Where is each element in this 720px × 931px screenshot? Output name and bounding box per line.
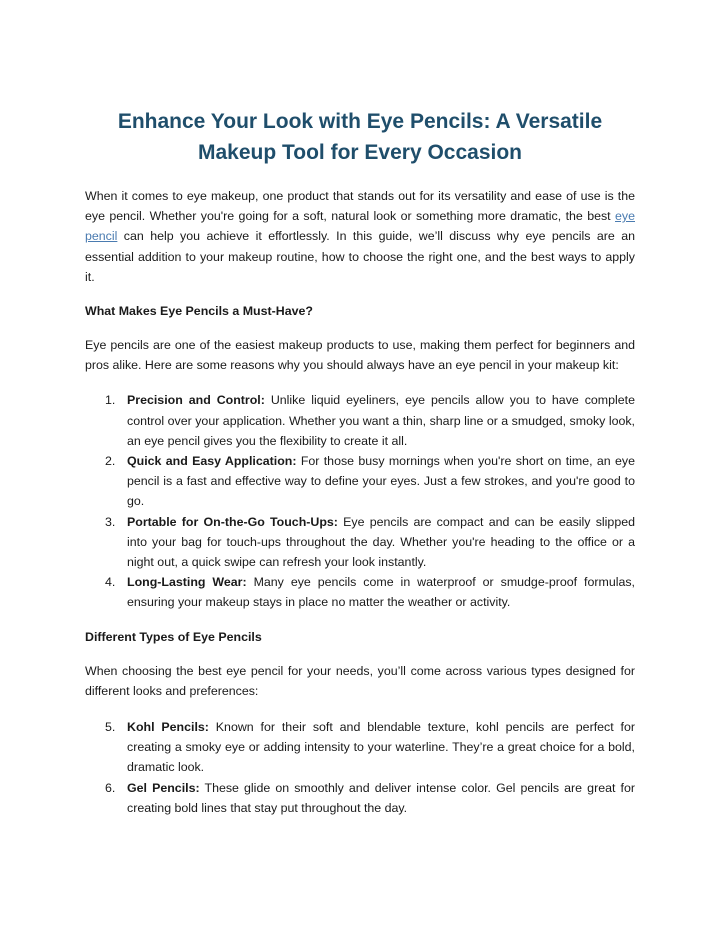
list-item-label: Precision and Control: bbox=[127, 393, 265, 408]
list-item-text: These glide on smoothly and deliver intense color. Gel pencils are great for creating bold lines that stay put throughout the day. bbox=[127, 780, 635, 815]
reasons-list bbox=[85, 390, 635, 612]
list-item-text: For those busy mornings when you're short on time, an eye pencil is a fast and effective way to define your eyes. Just a few strokes, and you're good to go. bbox=[127, 454, 635, 509]
intro-text-before-link: When it comes to eye makeup, one product that stands out for its versatility and ease of use is the eye pencil. Whether you're going for a soft, natural look or something more dramatic, the best bbox=[85, 189, 635, 224]
list-item-text: Unlike liquid eyeliners, eye pencils allow you to have complete control over your application. Whether you want a thin, sharp line or a smudged, smoky look, an eye pencil gives you the flexibility to create it all. bbox=[127, 393, 635, 448]
page-title bbox=[85, 106, 635, 168]
list-item-number: 2. bbox=[105, 454, 116, 469]
section-paragraph-must-have: Eye pencils are one of the easiest makeup products to use, making them perfect for beginners and pros alike. Here are some reasons why you should always have an eye pencil in your makeup kit: bbox=[85, 338, 635, 373]
intro-text-after-link: can help you achieve it effortlessly. In this guide, we’ll discuss why eye pencils are an essential addition to your makeup routine, how to choose the right one, and the best ways to apply it. bbox=[85, 229, 635, 284]
list-item-number: 6. bbox=[105, 780, 116, 795]
section-paragraph-types: When choosing the best eye pencil for your needs, you’ll come across various types designed for different looks and preferences: bbox=[85, 663, 635, 698]
list-item-number: 1. bbox=[105, 393, 116, 408]
document-page bbox=[85, 106, 635, 818]
list-item-label: Portable for On-the-Go Touch-Ups: bbox=[127, 514, 338, 529]
types-list bbox=[85, 717, 635, 818]
intro-paragraph bbox=[85, 186, 635, 287]
list-item-text: Eye pencils are compact and can be easily slipped into your bag for touch-ups throughout the day. Whether you're heading to the office or a night out, a quick swipe can refresh your look instantly. bbox=[127, 514, 635, 570]
list-item-number: 4. bbox=[105, 575, 116, 590]
list-item-label: Gel Pencils: bbox=[127, 780, 200, 795]
section-heading-must-have: What Makes Eye Pencils a Must-Have? bbox=[85, 304, 313, 319]
eye-pencil-link[interactable]: eye pencil bbox=[85, 209, 635, 244]
list-item-number: 5. bbox=[105, 720, 116, 735]
list-item-label: Quick and Easy Application: bbox=[127, 454, 297, 469]
list-item-label: Kohl Pencils: bbox=[127, 720, 209, 735]
list-item bbox=[85, 512, 635, 573]
list-item bbox=[85, 451, 635, 512]
title-line-2: Makeup Tool for Every Occasion bbox=[197, 141, 523, 164]
list-item-text: Known for their soft and blendable texture, kohl pencils are perfect for creating a smoky eye or adding intensity to your waterline. They’re a great choice for a bold, dramatic look. bbox=[127, 720, 635, 775]
list-item-text: Many eye pencils come in waterproof or smudge-proof formulas, ensuring your makeup stays in place no matter the weather or activity. bbox=[127, 575, 635, 610]
list-item bbox=[85, 717, 635, 778]
list-item bbox=[85, 778, 635, 818]
title-line-1: Enhance Your Look with Eye Pencils: A Versatile bbox=[117, 110, 603, 133]
list-item bbox=[85, 572, 635, 612]
list-item-label: Long-Lasting Wear: bbox=[127, 575, 247, 590]
list-item-number: 3. bbox=[105, 514, 116, 529]
list-item bbox=[85, 390, 635, 451]
section-heading-types: Different Types of Eye Pencils bbox=[85, 629, 262, 644]
